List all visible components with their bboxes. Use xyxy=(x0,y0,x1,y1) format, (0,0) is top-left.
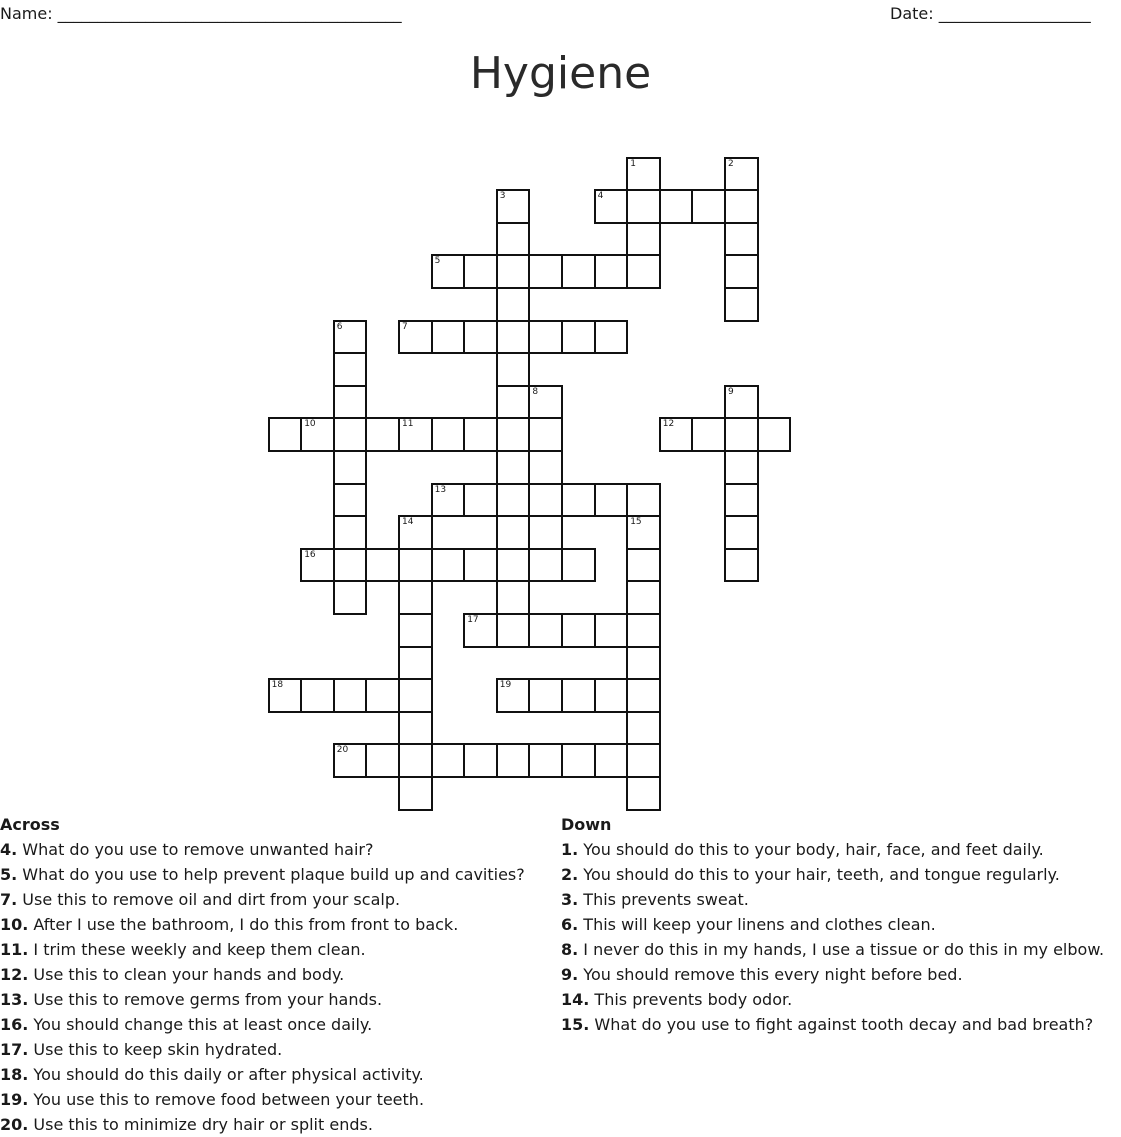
crossword-cell[interactable] xyxy=(626,613,661,648)
crossword-cell[interactable] xyxy=(594,189,629,224)
clue-text: You should change this at least once daily. xyxy=(28,1015,373,1034)
down-clue xyxy=(561,912,1104,937)
clue-number: 6 xyxy=(336,321,343,332)
crossword-cell[interactable] xyxy=(626,743,661,778)
crossword-cell[interactable] xyxy=(626,189,661,224)
clue-number: 15 xyxy=(630,517,642,528)
page-title: Hygiene xyxy=(469,48,652,99)
clue-text: This prevents sweat. xyxy=(578,890,749,909)
clue-text: What do you use to remove unwanted hair? xyxy=(17,840,374,859)
crossword-cell[interactable] xyxy=(528,385,563,420)
clue-text: I never do this in my hands, I use a tissue or do this in my elbow. xyxy=(578,940,1105,959)
across-clue xyxy=(0,887,525,912)
crossword-cell[interactable] xyxy=(398,678,433,713)
crossword-cell[interactable] xyxy=(528,417,563,452)
crossword-cell[interactable] xyxy=(724,157,759,192)
crossword-cell[interactable] xyxy=(333,385,368,420)
crossword-cell[interactable] xyxy=(398,515,433,550)
clue-number: 19 xyxy=(499,680,512,691)
crossword-cell[interactable] xyxy=(561,320,596,355)
crossword-cell[interactable] xyxy=(496,580,531,615)
crossword-cell[interactable] xyxy=(724,450,759,485)
crossword-cell[interactable] xyxy=(463,743,498,778)
clue-number: 19. xyxy=(0,1090,29,1109)
crossword-cell[interactable] xyxy=(333,515,368,550)
clue-number: 8. xyxy=(561,940,579,959)
clue-text: You use this to remove food between your teeth. xyxy=(28,1090,425,1109)
crossword-cell[interactable] xyxy=(594,613,629,648)
clue-number: 12. xyxy=(0,965,29,984)
crossword-cell[interactable] xyxy=(431,743,466,778)
crossword-cell[interactable] xyxy=(333,450,368,485)
crossword-cell[interactable] xyxy=(463,320,498,355)
crossword-cell[interactable] xyxy=(626,483,661,518)
clue-number: 5 xyxy=(434,256,441,267)
clue-number: 18 xyxy=(271,680,284,691)
crossword-cell[interactable] xyxy=(561,483,596,518)
crossword-cell[interactable] xyxy=(398,580,433,615)
across-clues xyxy=(0,812,525,1137)
clue-text: What do you use to help prevent plaque build up and cavities? xyxy=(17,865,525,884)
crossword-cell[interactable] xyxy=(333,352,368,387)
across-clue xyxy=(0,912,525,937)
crossword-cell[interactable] xyxy=(496,287,531,322)
clue-number: 9. xyxy=(561,965,579,984)
clue-number: 2. xyxy=(561,865,579,884)
clue-number: 7 xyxy=(402,321,408,332)
crossword-cell[interactable] xyxy=(398,743,433,778)
down-clue xyxy=(561,862,1104,887)
down-clue xyxy=(561,837,1104,862)
crossword-cell[interactable] xyxy=(431,548,466,583)
crossword-cell[interactable] xyxy=(528,515,563,550)
crossword-cell[interactable] xyxy=(496,450,531,485)
crossword-cell[interactable] xyxy=(333,678,368,713)
crossword-cell[interactable] xyxy=(724,189,759,224)
down-clues xyxy=(561,812,1104,1037)
clue-text: This prevents body odor. xyxy=(589,990,793,1009)
across-clue xyxy=(0,1012,525,1037)
crossword-cell[interactable] xyxy=(496,352,531,387)
crossword-cell[interactable] xyxy=(528,450,563,485)
clue-number: 2 xyxy=(728,158,734,169)
crossword-cell[interactable] xyxy=(757,417,792,452)
crossword-cell[interactable] xyxy=(398,417,433,452)
clue-text: What do you use to fight against tooth decay and bad breath? xyxy=(589,1015,1094,1034)
clue-number: 11. xyxy=(0,940,29,959)
clue-number: 18. xyxy=(0,1065,29,1084)
down-clue xyxy=(561,887,1104,912)
clue-text: Use this to remove germs from your hands. xyxy=(28,990,383,1009)
crossword-cell[interactable] xyxy=(528,254,563,289)
clue-text: This will keep your linens and clothes clean. xyxy=(578,915,936,934)
crossword-cell[interactable] xyxy=(626,222,661,257)
crossword-cell[interactable] xyxy=(594,743,629,778)
crossword-cell[interactable] xyxy=(528,548,563,583)
across-clue xyxy=(0,1062,525,1087)
crossword-cell[interactable] xyxy=(431,483,466,518)
crossword-cell[interactable] xyxy=(691,189,726,224)
clue-number: 12 xyxy=(662,419,675,430)
crossword-cell[interactable] xyxy=(724,417,759,452)
crossword-cell[interactable] xyxy=(496,417,531,452)
clue-number: 4. xyxy=(0,840,18,859)
clue-text: You should do this to your hair, teeth, and tongue regularly. xyxy=(578,865,1060,884)
clue-number: 3 xyxy=(499,191,506,202)
clue-text: Use this to remove oil and dirt from your scalp. xyxy=(17,890,401,909)
clue-number: 20. xyxy=(0,1115,29,1134)
crossword-cell[interactable] xyxy=(333,743,368,778)
clue-text: Use this to minimize dry hair or split ends. xyxy=(28,1115,373,1134)
crossword-cell[interactable] xyxy=(724,385,759,420)
crossword-cell[interactable] xyxy=(496,320,531,355)
clue-number: 14. xyxy=(561,990,590,1009)
crossword-cell[interactable] xyxy=(463,254,498,289)
down-clue xyxy=(561,937,1104,962)
crossword-cell[interactable] xyxy=(398,548,433,583)
crossword-cell[interactable] xyxy=(496,515,531,550)
crossword-cell[interactable] xyxy=(496,613,531,648)
crossword-cell[interactable] xyxy=(594,678,629,713)
crossword-cell[interactable] xyxy=(626,646,661,681)
across-clue xyxy=(0,962,525,987)
name-field-label: Name: ___________________________________________ xyxy=(0,4,402,23)
crossword-cell[interactable] xyxy=(724,548,759,583)
crossword-cell[interactable] xyxy=(268,417,303,452)
crossword-cell[interactable] xyxy=(333,548,368,583)
crossword-cell[interactable] xyxy=(659,417,694,452)
crossword-cell[interactable] xyxy=(724,222,759,257)
crossword-cell[interactable] xyxy=(496,385,531,420)
clue-number: 8 xyxy=(532,386,539,397)
crossword-cell[interactable] xyxy=(365,417,400,452)
down-clue xyxy=(561,987,1104,1012)
crossword-cell[interactable] xyxy=(626,157,661,192)
crossword-cell[interactable] xyxy=(561,613,596,648)
crossword-cell[interactable] xyxy=(724,483,759,518)
crossword-cell[interactable] xyxy=(594,254,629,289)
clue-number: 7. xyxy=(0,890,18,909)
crossword-cell[interactable] xyxy=(300,417,335,452)
across-clue xyxy=(0,837,525,862)
crossword-cell[interactable] xyxy=(626,776,661,811)
crossword-cell[interactable] xyxy=(496,189,531,224)
crossword-cell[interactable] xyxy=(528,743,563,778)
crossword-cell[interactable] xyxy=(691,417,726,452)
clue-number: 13. xyxy=(0,990,29,1009)
clue-number: 16. xyxy=(0,1015,29,1034)
clue-number: 16 xyxy=(304,549,316,560)
crossword-cell[interactable] xyxy=(496,483,531,518)
crossword-cell[interactable] xyxy=(496,743,531,778)
crossword-cell[interactable] xyxy=(365,743,400,778)
clue-number: 10 xyxy=(304,419,316,430)
crossword-cell[interactable] xyxy=(626,515,661,550)
clue-number: 9 xyxy=(728,386,734,397)
crossword-cell[interactable] xyxy=(333,320,368,355)
crossword-cell[interactable] xyxy=(496,254,531,289)
date-field-label: Date: ___________________ xyxy=(890,4,1091,23)
crossword-cell[interactable] xyxy=(398,613,433,648)
crossword-cell[interactable] xyxy=(724,515,759,550)
crossword-cell[interactable] xyxy=(626,711,661,746)
crossword-cell[interactable] xyxy=(561,548,596,583)
clue-number: 6. xyxy=(561,915,579,934)
clue-number: 1. xyxy=(561,840,579,859)
clue-number: 15. xyxy=(561,1015,590,1034)
crossword-cell[interactable] xyxy=(463,613,498,648)
crossword-cell[interactable] xyxy=(431,417,466,452)
crossword-cell[interactable] xyxy=(594,483,629,518)
across-clue xyxy=(0,862,525,887)
down-clue xyxy=(561,1012,1104,1037)
crossword-cell[interactable] xyxy=(528,320,563,355)
crossword-cell[interactable] xyxy=(528,483,563,518)
crossword-cell[interactable] xyxy=(431,320,466,355)
clue-number: 1 xyxy=(630,158,636,169)
crossword-cell[interactable] xyxy=(268,678,303,713)
crossword-cell[interactable] xyxy=(398,711,433,746)
clue-number: 13 xyxy=(434,484,447,495)
clue-text: You should remove this every night before bed. xyxy=(578,965,963,984)
clue-number: 10. xyxy=(0,915,29,934)
crossword-cell[interactable] xyxy=(561,254,596,289)
clue-text: You should do this daily or after physical activity. xyxy=(28,1065,424,1084)
crossword-cell[interactable] xyxy=(626,580,661,615)
clue-text: After I use the bathroom, I do this from front to back. xyxy=(28,915,459,934)
crossword-cell[interactable] xyxy=(528,613,563,648)
clue-number: 17. xyxy=(0,1040,29,1059)
crossword-cell[interactable] xyxy=(496,678,531,713)
crossword-cell[interactable] xyxy=(724,254,759,289)
down-clue xyxy=(561,962,1104,987)
across-heading: Across xyxy=(0,815,60,834)
crossword-cell[interactable] xyxy=(333,580,368,615)
crossword-cell[interactable] xyxy=(561,678,596,713)
clue-text: I trim these weekly and keep them clean. xyxy=(28,940,366,959)
crossword-cell[interactable] xyxy=(626,548,661,583)
clue-text: You should do this to your body, hair, face, and feet daily. xyxy=(578,840,1044,859)
crossword-cell[interactable] xyxy=(333,483,368,518)
crossword-cell[interactable] xyxy=(626,678,661,713)
clue-number: 20 xyxy=(336,745,349,756)
crossword-cell[interactable] xyxy=(626,254,661,289)
clue-text: Use this to keep skin hydrated. xyxy=(28,1040,283,1059)
crossword-cell[interactable] xyxy=(594,320,629,355)
down-heading: Down xyxy=(561,815,612,834)
crossword-cell[interactable] xyxy=(463,483,498,518)
clue-number: 4 xyxy=(597,191,604,202)
crossword-cell[interactable] xyxy=(659,189,694,224)
crossword-cell[interactable] xyxy=(398,646,433,681)
across-clue-list xyxy=(0,837,525,1137)
across-clue xyxy=(0,1087,525,1112)
crossword-cell[interactable] xyxy=(463,417,498,452)
crossword-cell[interactable] xyxy=(496,222,531,257)
crossword-cell[interactable] xyxy=(300,548,335,583)
crossword-cell[interactable] xyxy=(463,548,498,583)
clue-text: Use this to clean your hands and body. xyxy=(28,965,345,984)
crossword-cell[interactable] xyxy=(333,417,368,452)
crossword-cell[interactable] xyxy=(724,287,759,322)
crossword-cell[interactable] xyxy=(496,548,531,583)
clue-number: 3. xyxy=(561,890,579,909)
across-clue xyxy=(0,1112,525,1137)
crossword-cell[interactable] xyxy=(300,678,335,713)
crossword-cell[interactable] xyxy=(365,548,400,583)
across-clue xyxy=(0,987,525,1012)
crossword-cell[interactable] xyxy=(398,776,433,811)
clue-number: 5. xyxy=(0,865,18,884)
down-clue-list xyxy=(561,837,1104,1037)
crossword-cell[interactable] xyxy=(528,678,563,713)
clue-number: 14 xyxy=(402,517,414,528)
across-clue xyxy=(0,937,525,962)
clue-number: 17 xyxy=(467,615,479,625)
clue-number: 11 xyxy=(402,419,414,430)
crossword-cell[interactable] xyxy=(431,254,466,289)
crossword-cell[interactable] xyxy=(365,678,400,713)
crossword-cell[interactable] xyxy=(398,320,433,355)
across-clue xyxy=(0,1037,525,1062)
crossword-cell[interactable] xyxy=(561,743,596,778)
